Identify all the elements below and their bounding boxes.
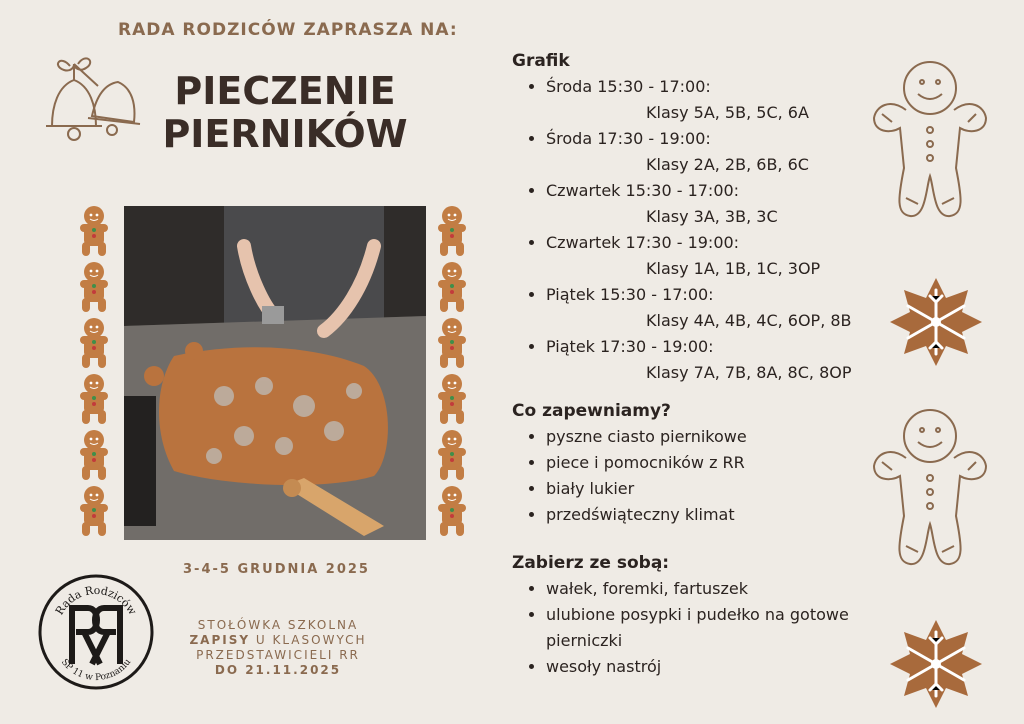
signup-line2: PRZEDSTAWICIELI RR xyxy=(196,648,360,662)
christmas-bells-icon xyxy=(40,46,144,150)
signup-bold: ZAPISY xyxy=(189,633,251,647)
gingerbread-man-outline-icon xyxy=(870,58,990,222)
gingerbread-man-outline-icon-2 xyxy=(870,406,990,570)
schedule-item xyxy=(546,230,872,282)
gingerbread-border-right-icon xyxy=(430,204,474,544)
schedule-classes: Klasy 2A, 2B, 6B, 6C xyxy=(646,155,809,174)
bring-item: • wałek, foremki, fartuszek xyxy=(546,576,872,602)
event-title-line1: PIECZENIE xyxy=(174,69,396,113)
event-venue-block xyxy=(168,618,388,678)
logo-text-bottom: SP 11 w Poznaniu xyxy=(58,657,134,684)
schedule-classes: Klasy 4A, 4B, 4C, 6OP, 8B xyxy=(646,311,852,330)
bring-list xyxy=(512,576,872,680)
bring-item: • wesoły nastrój xyxy=(546,654,872,680)
gingerbread-border-left-icon xyxy=(72,204,116,544)
event-title xyxy=(150,70,420,156)
event-dates: 3-4-5 GRUDNIA 2025 xyxy=(183,562,370,577)
schedule-item xyxy=(546,74,872,126)
bring-item: • ulubione posypki i pudełko na gotowe pierniczki xyxy=(546,602,872,654)
schedule-time: Czwartek 17:30 - 19:00: xyxy=(546,233,740,252)
schedule-item xyxy=(546,178,872,230)
provide-item: • pyszne ciasto piernikowe xyxy=(546,424,872,450)
info-column xyxy=(512,48,872,680)
schedule-time: Środa 17:30 - 19:00: xyxy=(546,129,711,148)
schedule-classes: Klasy 3A, 3B, 3C xyxy=(646,207,778,226)
schedule-time: Środa 15:30 - 17:00: xyxy=(546,77,711,96)
event-title-line2: PIERNIKÓW xyxy=(162,112,408,156)
signup-line1 xyxy=(168,633,388,648)
schedule-item xyxy=(546,334,872,386)
provide-item: • przedświąteczny klimat xyxy=(546,502,872,528)
schedule-classes: Klasy 5A, 5B, 5C, 6A xyxy=(646,103,809,122)
signup-rest: U KLASOWYCH xyxy=(250,633,367,647)
schedule-time: Piątek 15:30 - 17:00: xyxy=(546,285,714,304)
signup-deadline: DO 21.11.2025 xyxy=(214,663,342,677)
event-venue: STOŁÓWKA SZKOLNA xyxy=(197,618,359,632)
snowflake-cookie-icon-2 xyxy=(888,616,984,712)
schedule-time: Piątek 17:30 - 19:00: xyxy=(546,337,714,356)
provide-list xyxy=(512,424,872,528)
provide-item: • biały lukier xyxy=(546,476,872,502)
school-logo xyxy=(36,572,156,692)
schedule-classes: Klasy 1A, 1B, 1C, 3OP xyxy=(646,259,821,278)
schedule-list xyxy=(512,74,872,386)
snowflake-cookie-icon xyxy=(888,274,984,370)
logo-text-top: Rada Rodziców xyxy=(52,583,140,618)
provide-item: • piece i pomocników z RR xyxy=(546,450,872,476)
schedule-item xyxy=(546,126,872,178)
schedule-heading: Grafik xyxy=(512,51,570,71)
schedule-item xyxy=(546,282,872,334)
schedule-classes: Klasy 7A, 7B, 8A, 8C, 8OP xyxy=(646,363,852,382)
baking-photo xyxy=(124,206,426,540)
bring-heading: Zabierz ze sobą: xyxy=(512,553,670,573)
provide-heading: Co zapewniamy? xyxy=(512,401,671,421)
invite-heading: RADA RODZICÓW ZAPRASZA NA: xyxy=(118,20,458,40)
schedule-time: Czwartek 15:30 - 17:00: xyxy=(546,181,740,200)
